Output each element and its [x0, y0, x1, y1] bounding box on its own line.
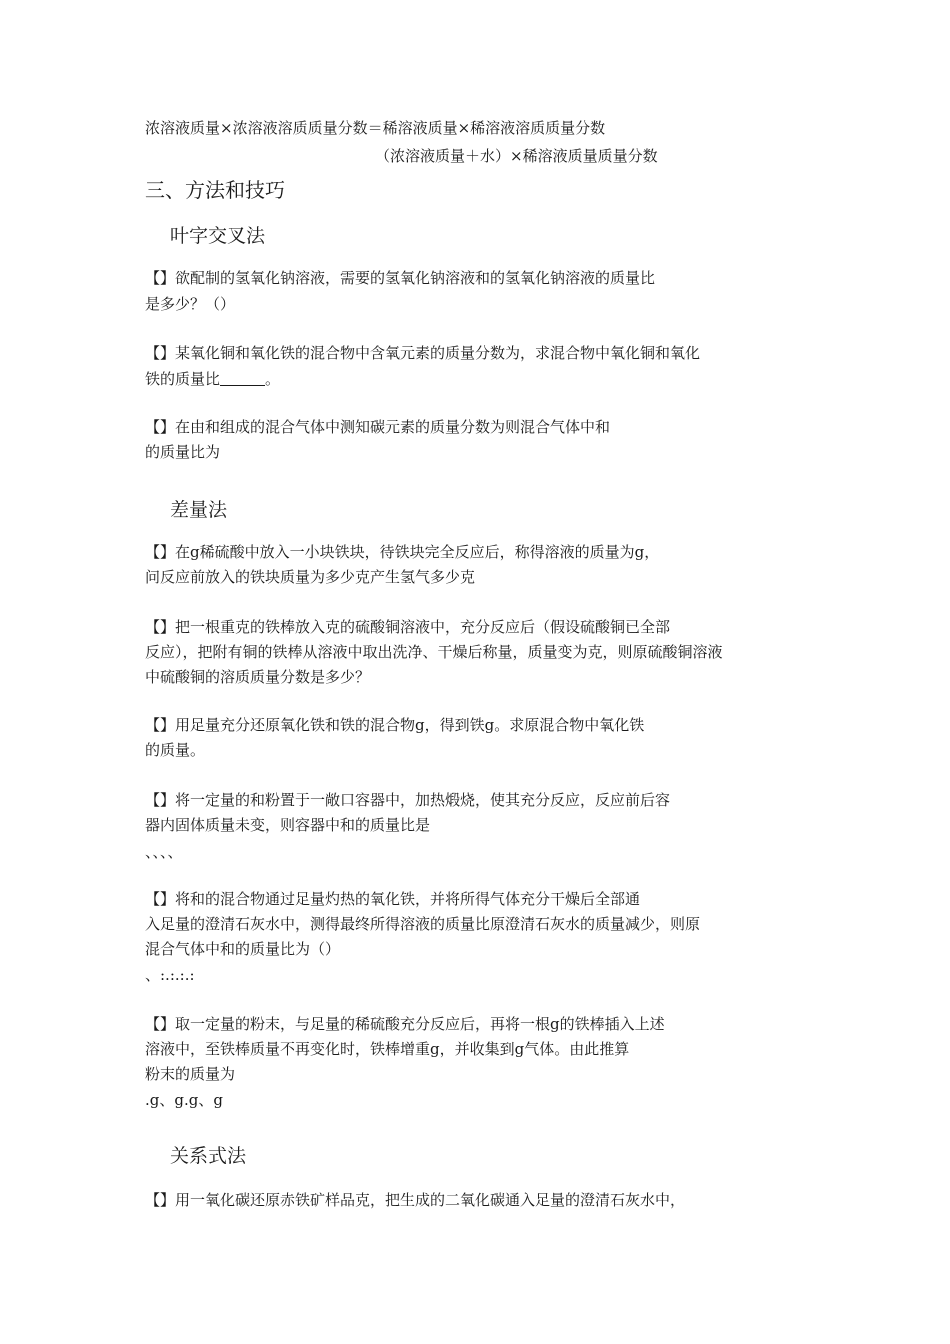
question-7-options: 、、、、 — [145, 843, 183, 861]
question-9-line-3: 粉末的质量为 — [145, 1065, 236, 1083]
section-title: 三、方法和技巧 — [145, 178, 285, 202]
question-8-line-1: 【】将和的混合物通过足量灼热的氧化铁，并将所得气体充分干燥后全部通 — [145, 890, 641, 908]
question-8-options: 、:.:.:.: — [145, 966, 195, 984]
question-3-line-2: 的质量比为 — [145, 443, 221, 461]
question-1-line-1: 【】欲配制的氢氧化钠溶液，需要的氢氧化钠溶液和的氢氧化钠溶液的质量比 — [145, 269, 656, 287]
question-2-text: 铁的质量比 — [145, 370, 221, 388]
question-7-line-2: 器内固体质量未变，则容器中和的质量比是 — [145, 816, 431, 834]
question-7-line-1: 【】将一定量的和粉置于一敞口容器中，加热煅烧，使其充分反应，反应前后容 — [145, 791, 671, 809]
question-2-line-1: 【】某氧化铜和氧化铁的混合物中含氧元素的质量分数为，求混合物中氧化铜和氧化 — [145, 344, 701, 362]
question-8-line-2: 入足量的澄清石灰水中，测得最终所得溶液的质量比原澄清石灰水的质量减少，则原 — [145, 915, 701, 933]
formula-line-1: 浓溶液质量×浓溶液溶质质量分数＝稀溶液质量×稀溶液溶质质量分数 — [145, 119, 606, 137]
formula-line-2: （浓溶液质量＋水）×稀溶液质量质量分数 — [375, 147, 658, 165]
answer-blank — [220, 370, 265, 388]
question-9-options: .g、g.g、g — [145, 1091, 223, 1109]
question-4-line-2: 问反应前放入的铁块质量为多少克产生氢气多少克 — [145, 568, 476, 586]
question-5-line-3: 中硫酸铜的溶质质量分数是多少？ — [145, 668, 371, 686]
question-2-end: 。 — [265, 370, 281, 388]
question-6-line-2: 的质量。 — [145, 741, 206, 759]
subsection-title-1: 叶字交叉法 — [170, 225, 266, 247]
subsection-title-3: 关系式法 — [170, 1145, 247, 1167]
subsection-title-2: 差量法 — [170, 499, 228, 521]
question-10-line-1: 【】用一氧化碳还原赤铁矿样品克，把生成的二氧化碳通入足量的澄清石灰水中， — [145, 1191, 686, 1209]
question-2-line-2 — [145, 369, 280, 389]
question-1-line-2: 是多少？（） — [145, 295, 236, 313]
question-9-line-1: 【】取一定量的粉末，与足量的稀硫酸充分反应后，再将一根g的铁棒插入上述 — [145, 1015, 665, 1033]
question-5-line-1: 【】把一根重克的铁棒放入克的硫酸铜溶液中，充分反应后（假设硫酸铜已全部 — [145, 618, 671, 636]
question-9-line-2: 溶液中，至铁棒质量不再变化时，铁棒增重g，并收集到g气体。由此推算 — [145, 1040, 630, 1058]
question-8-line-3: 混合气体中和的质量比为（） — [145, 940, 341, 958]
question-4-line-1: 【】在g稀硫酸中放入一小块铁块，待铁块完全反应后，称得溶液的质量为g， — [145, 543, 660, 561]
question-5-line-2: 反应），把附有铜的铁棒从溶液中取出洗净、干燥后称量，质量变为克，则原硫酸铜溶液 — [145, 643, 723, 661]
question-6-line-1: 【】用足量充分还原氧化铁和铁的混合物g，得到铁g。求原混合物中氧化铁 — [145, 716, 645, 734]
question-3-line-1: 【】在由和组成的混合气体中测知碳元素的质量分数为则混合气体中和 — [145, 418, 611, 436]
